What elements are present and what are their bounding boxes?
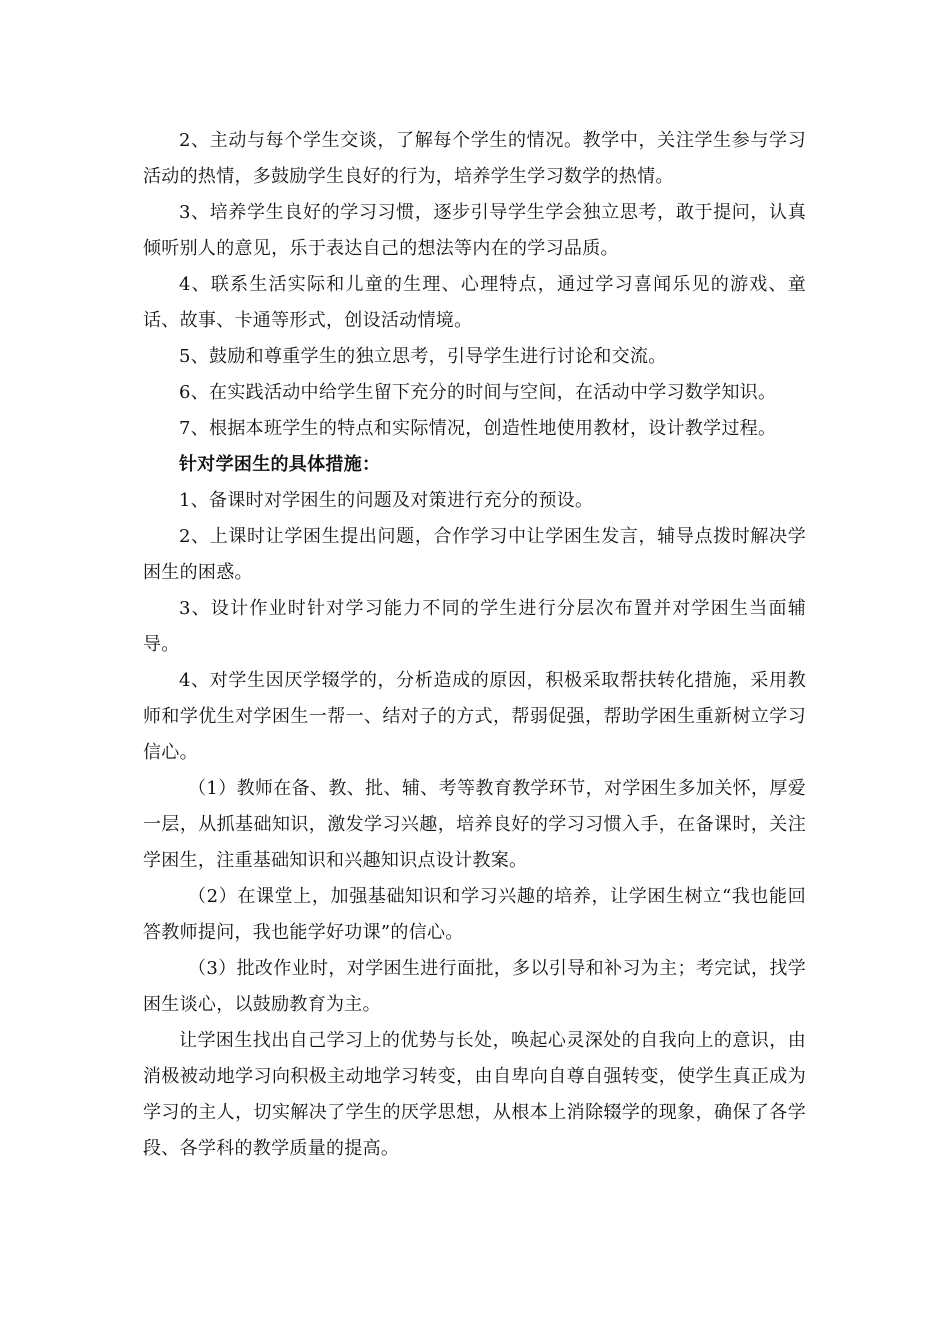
measure-item-4: 4、对学生因厌学辍学的，分析造成的原因，积极采取帮扶转化措施，采用教师和学优生对学困生一帮一、结对子的方式，帮弱促强，帮助学困生重新树立学习信心。 — [143, 670, 806, 763]
sub-item-3: （3）批改作业时，对学困生进行面批，多以引导和补习为主；考完试，找学困生谈心，以鼓励教育为主。 — [143, 958, 806, 1015]
paragraph-item-5: 5、鼓励和尊重学生的独立思考，引导学生进行讨论和交流。 — [179, 346, 667, 367]
sub-item-1: （1）教师在备、教、批、辅、考等教育教学环节，对学困生多加关怀，厚爱一层，从抓基础知识，激发学习兴趣，培养良好的学习习惯入手，在备课时，关注学困生，注重基础知识和兴趣知识点设计教案。 — [143, 778, 806, 871]
closing-paragraph: 让学困生找出自己学习上的优势与长处，唤起心灵深处的自我向上的意识，由消极被动地学习向积极主动地学习转变，由自卑向自尊自强转变，使学生真正成为学习的主人，切实解决了学生的厌学思想，从根本上消除辍学的现象，确保了各学段、各学科的教学质量的提高。 — [143, 1030, 806, 1159]
measure-item-1: 1、备课时对学困生的问题及对策进行充分的预设。 — [179, 490, 594, 511]
paragraph-item-3: 3、培养学生良好的学习习惯，逐步引导学生学会独立思考，敢于提问，认真倾听别人的意见，乐于表达自己的想法等内在的学习品质。 — [143, 202, 806, 259]
sub-item-2: （2）在课堂上，加强基础知识和学习兴趣的培养，让学困生树立“我也能回答教师提问，我也能学好功课”的信心。 — [143, 886, 806, 943]
measure-item-3: 3、设计作业时针对学习能力不同的学生进行分层次布置并对学困生当面辅导。 — [143, 598, 806, 655]
section-heading: 针对学困生的具体措施： — [179, 454, 381, 475]
paragraph-item-2: 2、主动与每个学生交谈，了解每个学生的情况。教学中，关注学生参与学习活动的热情，多鼓励学生良好的行为，培养学生学习数学的热情。 — [143, 130, 806, 187]
paragraph-item-4: 4、联系生活实际和儿童的生理、心理特点，通过学习喜闻乐见的游戏、童话、故事、卡通等形式，创设活动情境。 — [143, 274, 806, 331]
paragraph-item-6: 6、在实践活动中给学生留下充分的时间与空间，在活动中学习数学知识。 — [179, 382, 777, 403]
measure-item-2: 2、上课时让学困生提出问题，合作学习中让学困生发言，辅导点拨时解决学困生的困惑。 — [143, 526, 806, 583]
document-body — [143, 123, 806, 1167]
paragraph-item-7: 7、根据本班学生的特点和实际情况，创造性地使用教材，设计教学过程。 — [179, 418, 777, 439]
